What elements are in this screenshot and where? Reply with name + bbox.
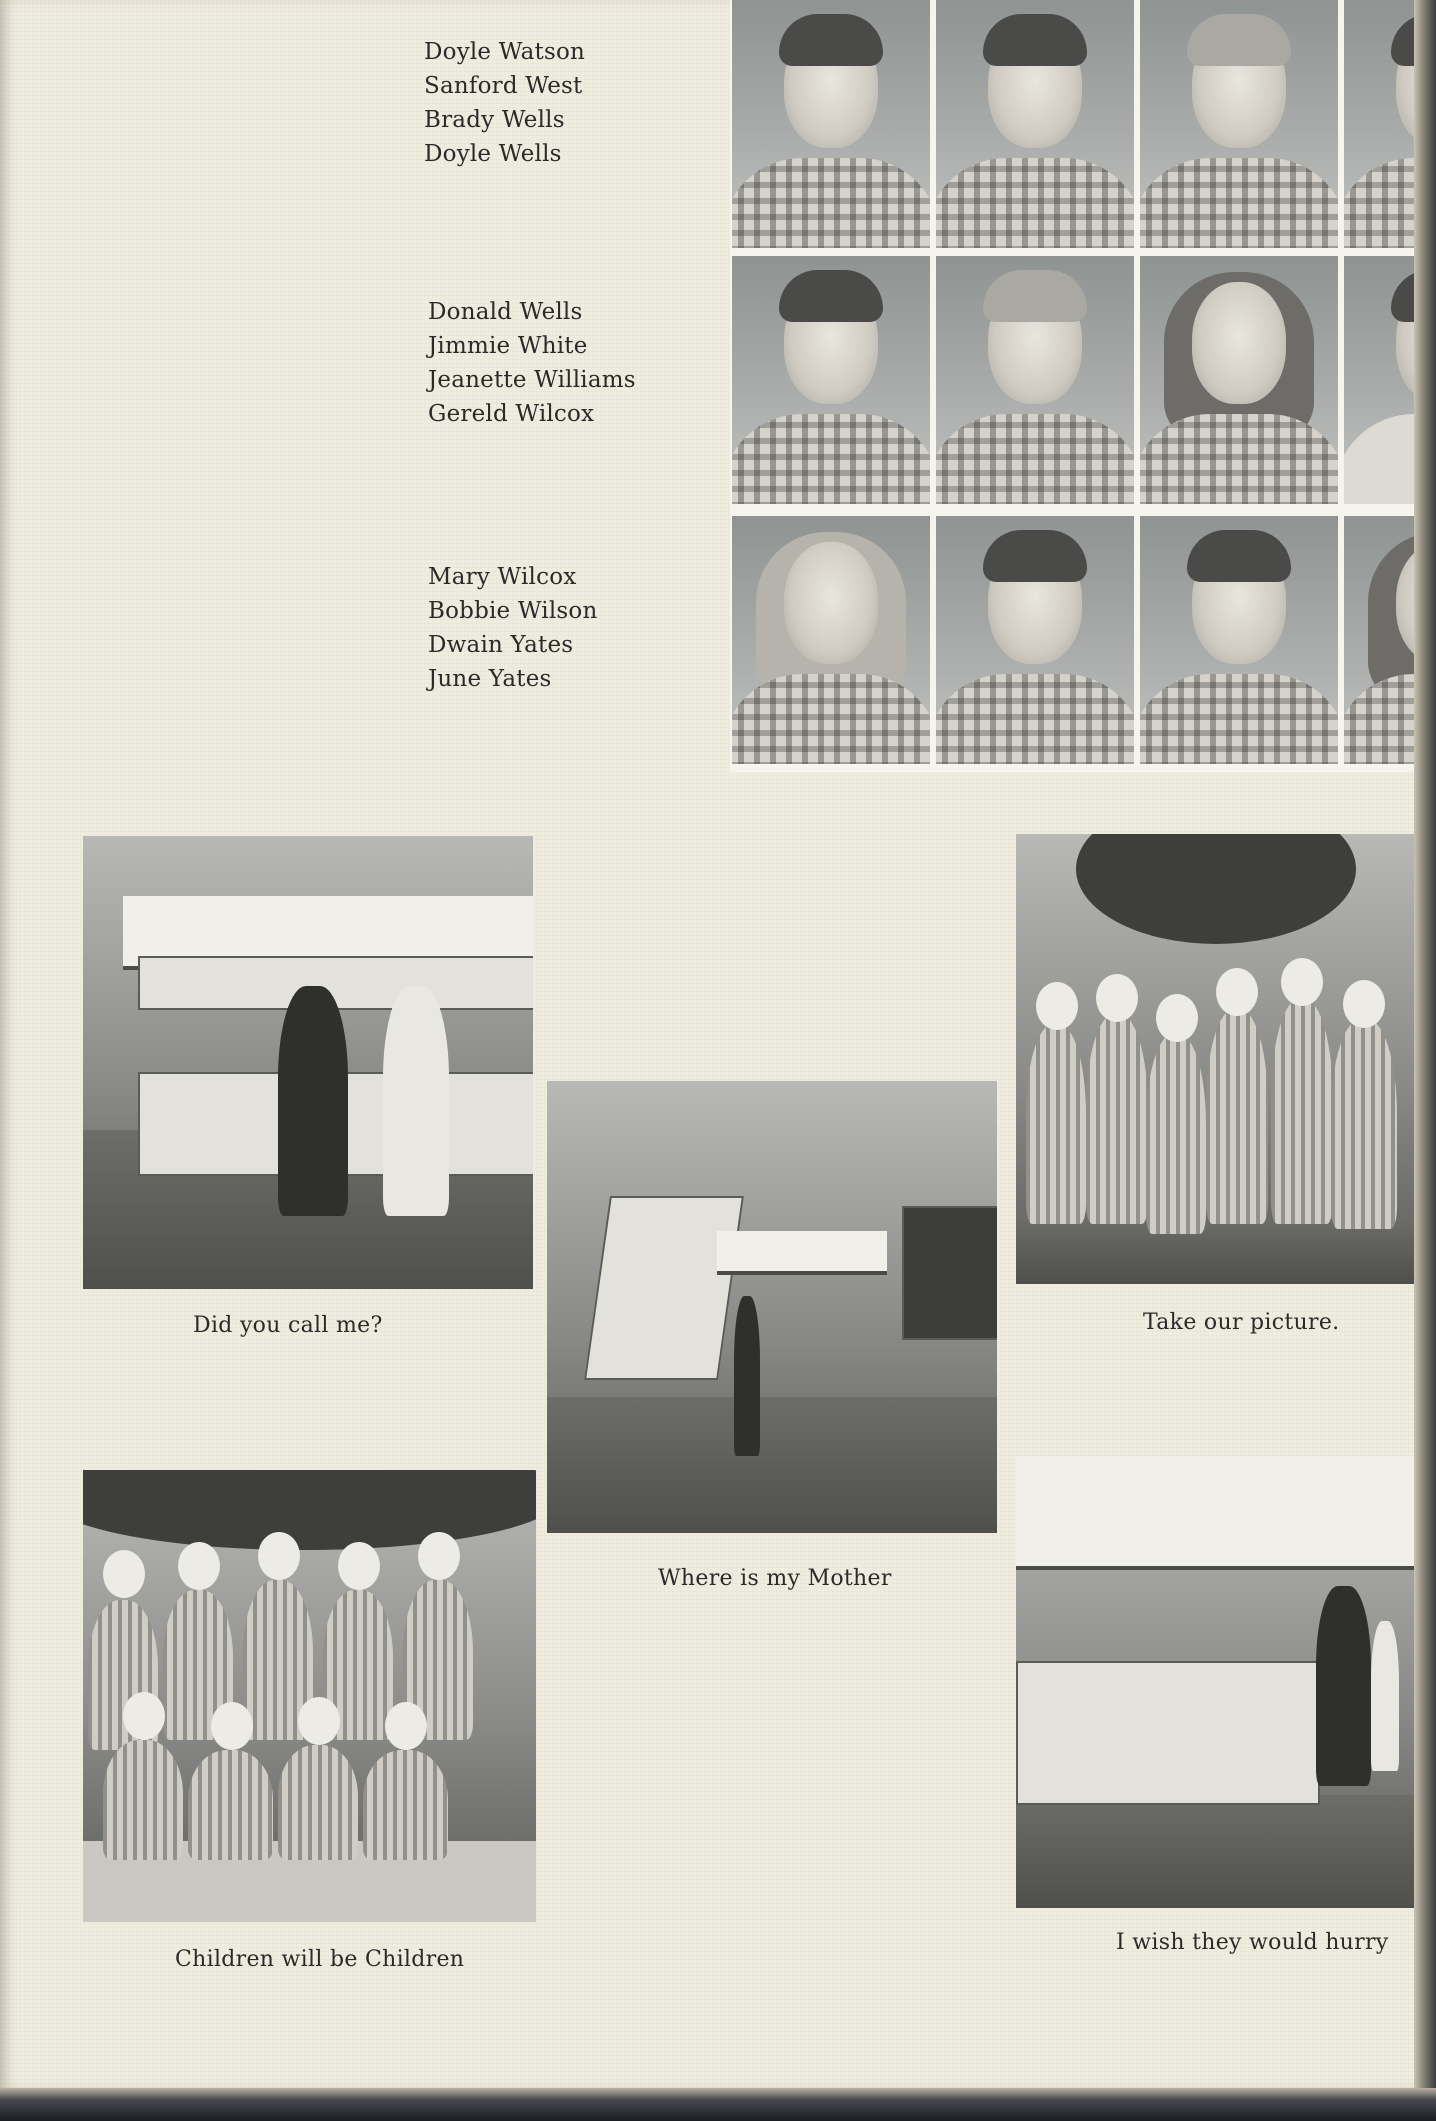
student-name: June Yates <box>428 666 552 692</box>
student-portrait <box>732 516 930 764</box>
student-portrait <box>1344 0 1414 248</box>
name-list-row-1 <box>424 35 585 171</box>
photo-children-group <box>83 1470 536 1922</box>
page-edge-right <box>1414 0 1436 2121</box>
photo-group-girls <box>1016 834 1414 1284</box>
student-name: Gereld Wilcox <box>428 401 595 427</box>
student-portrait <box>936 516 1134 764</box>
page-edge-bottom <box>0 2088 1436 2121</box>
photo-caption: Children will be Children <box>175 1947 465 1972</box>
student-portrait <box>1140 516 1338 764</box>
photo-caption: Did you call me? <box>193 1313 383 1338</box>
student-name: Jimmie White <box>428 333 588 359</box>
student-portrait <box>1140 256 1338 504</box>
student-portrait <box>732 0 930 248</box>
student-name: Doyle Wells <box>424 141 562 167</box>
student-name: Bobbie Wilson <box>428 598 598 624</box>
photo-fairground-child <box>547 1081 997 1533</box>
portrait-grid <box>730 0 1414 772</box>
student-portrait <box>1344 256 1414 504</box>
photo-caption: I wish they would hurry <box>1116 1930 1389 1955</box>
student-name: Mary Wilcox <box>428 564 577 590</box>
student-name: Dwain Yates <box>428 632 574 658</box>
student-portrait <box>1344 516 1414 764</box>
student-name: Brady Wells <box>424 107 565 133</box>
name-list-row-2 <box>428 295 636 431</box>
student-name: Sanford West <box>424 73 583 99</box>
student-name: Doyle Watson <box>424 39 586 65</box>
photo-caption: Take our picture. <box>1143 1310 1340 1335</box>
student-portrait <box>732 256 930 504</box>
photo-caption: Where is my Mother <box>658 1566 892 1591</box>
student-portrait <box>936 256 1134 504</box>
student-portrait <box>936 0 1134 248</box>
student-portrait <box>1140 0 1338 248</box>
photo-booth-waiting <box>1016 1456 1414 1908</box>
student-name: Donald Wells <box>428 299 583 325</box>
name-list-row-3 <box>428 560 598 696</box>
photo-booth-women <box>83 836 533 1289</box>
student-name: Jeanette Williams <box>428 367 636 393</box>
